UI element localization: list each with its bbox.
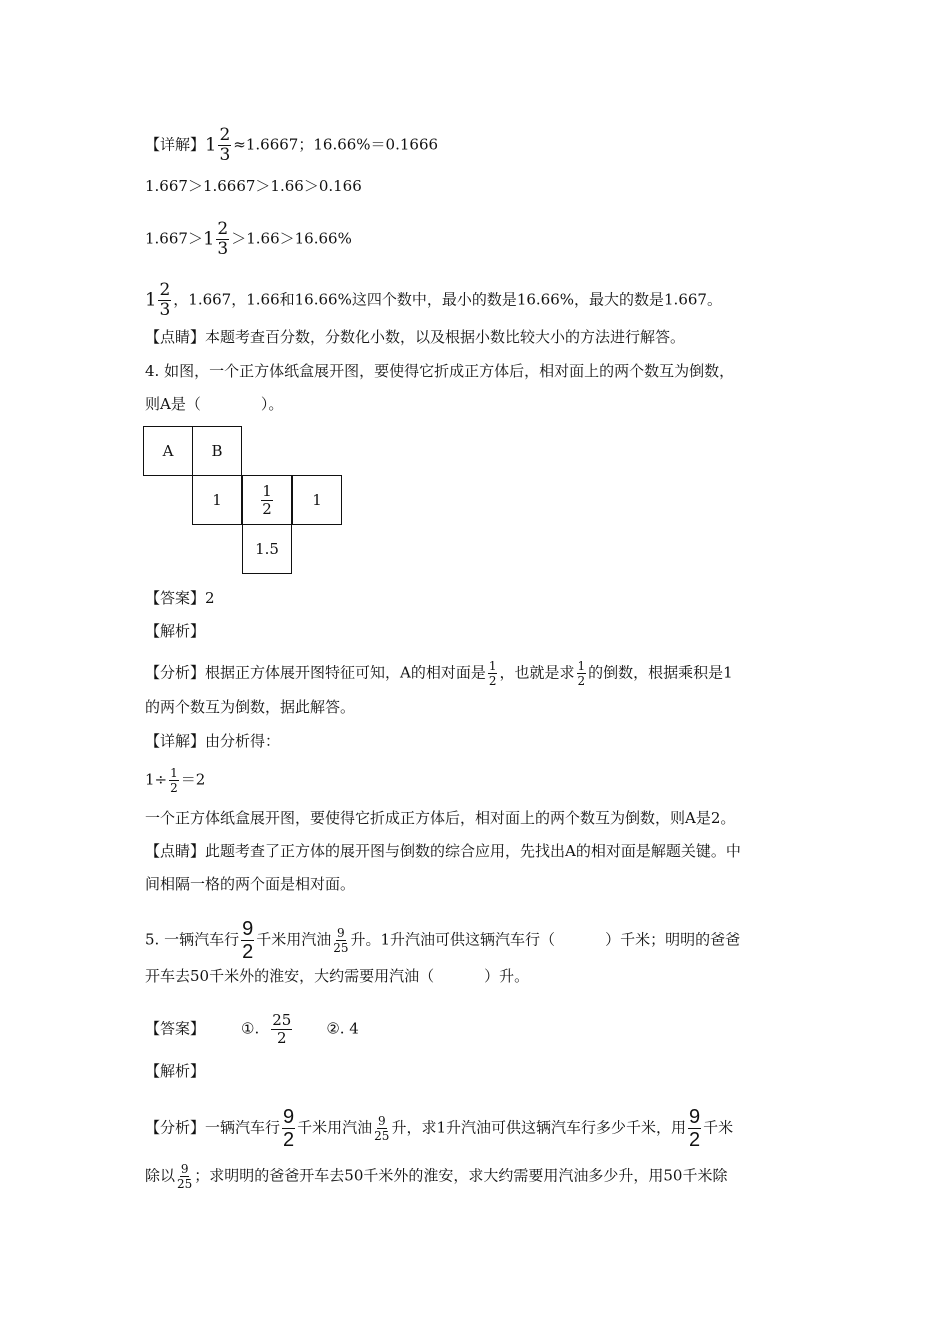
fraction: $\frac{2}{3}$: [159, 280, 171, 320]
compare-line-2: 1.667＞1 $\frac{2}{3}$ ＞1.66＞16.66%: [145, 219, 352, 259]
question-4-detail: 【详解】由分析得：: [145, 732, 281, 750]
compare-line-1: 1.667＞1.6667＞1.66＞0.166: [145, 177, 362, 195]
detail-tag: 【详解】: [145, 135, 206, 154]
net-face-a: A: [143, 426, 193, 476]
mixed-whole: 1: [205, 134, 217, 156]
line-text: ≈1.6667；16.66%＝0.1666: [233, 135, 439, 154]
detail-line-1: [145, 127, 438, 164]
question-5-line-1: 5. 一辆汽车行 $\frac{9}{2}$ 千米用汽油 $\frac{9}{25}$ 升。1升汽油可供这辆汽车行（ ）千米；明明的爸爸: [145, 918, 741, 963]
question-4-conclusion: 一个正方体纸盒展开图，要使得它折成正方体后，相对面上的两个数互为倒数，则A是2。: [145, 809, 736, 827]
fraction: $\frac{25}{2}$: [272, 1011, 292, 1047]
net-face-one-right: 1: [292, 475, 342, 525]
fraction: $\frac{9}{2}$: [688, 1106, 701, 1151]
net-face-half: [242, 475, 292, 525]
fraction: $\frac{1}{2}$: [262, 481, 272, 518]
fraction: $\frac{1}{2}$: [577, 659, 586, 688]
net-face-one-five: 1.5: [242, 524, 292, 574]
question-4-answer: 【答案】2: [145, 589, 215, 607]
fraction: $\frac{9}{25}$: [333, 926, 349, 955]
question-4-fenxi-line-1: 【分析】根据正方体展开图特征可知，A的相对面是 $\frac{1}{2}$ ，也就是求 $\frac{1}{2}$ 的倒数，根据乘积是1: [145, 659, 733, 688]
question-5-fenxi-line-2: 除以 $\frac{9}{25}$ ；求明明的爸爸开车去50千米外的淮安，求大约需要用汽油多少升，用50千米除: [145, 1162, 728, 1191]
fraction: $\frac{9}{25}$: [177, 1162, 193, 1191]
fraction: $\frac{2}{3}$: [219, 125, 231, 165]
fraction: $\frac{9}{25}$: [374, 1114, 390, 1143]
question-4-fenxi-line-2: 的两个数互为倒数，据此解答。: [145, 698, 356, 716]
question-5-answer: 【答案】 ①. $\frac{25}{2}$ ②. 4: [145, 1011, 359, 1047]
question-4-analysis-tag: 【解析】: [145, 622, 206, 640]
question-5-line-2: 开车去50千米外的淮安，大约需要用汽油（ ）升。: [145, 967, 530, 985]
question-4-calc: 1÷ $\frac{1}{2}$ ＝2: [145, 766, 206, 795]
question-5-analysis-tag: 【解析】: [145, 1062, 206, 1080]
fraction: $\frac{1}{2}$: [488, 659, 497, 688]
fraction: $\frac{2}{3}$: [217, 219, 229, 259]
net-face-b: B: [192, 426, 242, 476]
question-4-point-line-2: 间相隔一格的两个面是相对面。: [145, 875, 356, 893]
question-5-fenxi-line-1: 【分析】一辆汽车行 $\frac{9}{2}$ 千米用汽油 $\frac{9}{25}$ 升，求1升汽油可供这辆汽车行多少千米，用 $\frac{9}{2}$ 千米: [145, 1106, 734, 1151]
conclusion-line: 1 $\frac{2}{3}$ ，1.667，1.66和16.66%这四个数中，最小的数是16.66%，最大的数是1.667。: [145, 280, 722, 320]
question-4-line-2: 则A是（ ）。: [145, 395, 284, 413]
question-4-line-1: 4. 如图，一个正方体纸盒展开图，要使得它折成正方体后，相对面上的两个数互为倒数，: [145, 362, 735, 380]
net-face-one-left: 1: [192, 475, 242, 525]
point-line: 【点睛】本题考查百分数，分数化小数，以及根据小数比较大小的方法进行解答。: [145, 328, 686, 346]
fraction: $\frac{9}{2}$: [283, 1106, 295, 1151]
fraction: $\frac{9}{2}$: [242, 918, 254, 963]
question-4-point-line-1: 【点睛】此题考查了正方体的展开图与倒数的综合应用，先找出A的相对面是解题关键。中: [145, 842, 741, 860]
fraction: $\frac{1}{2}$: [170, 766, 178, 795]
